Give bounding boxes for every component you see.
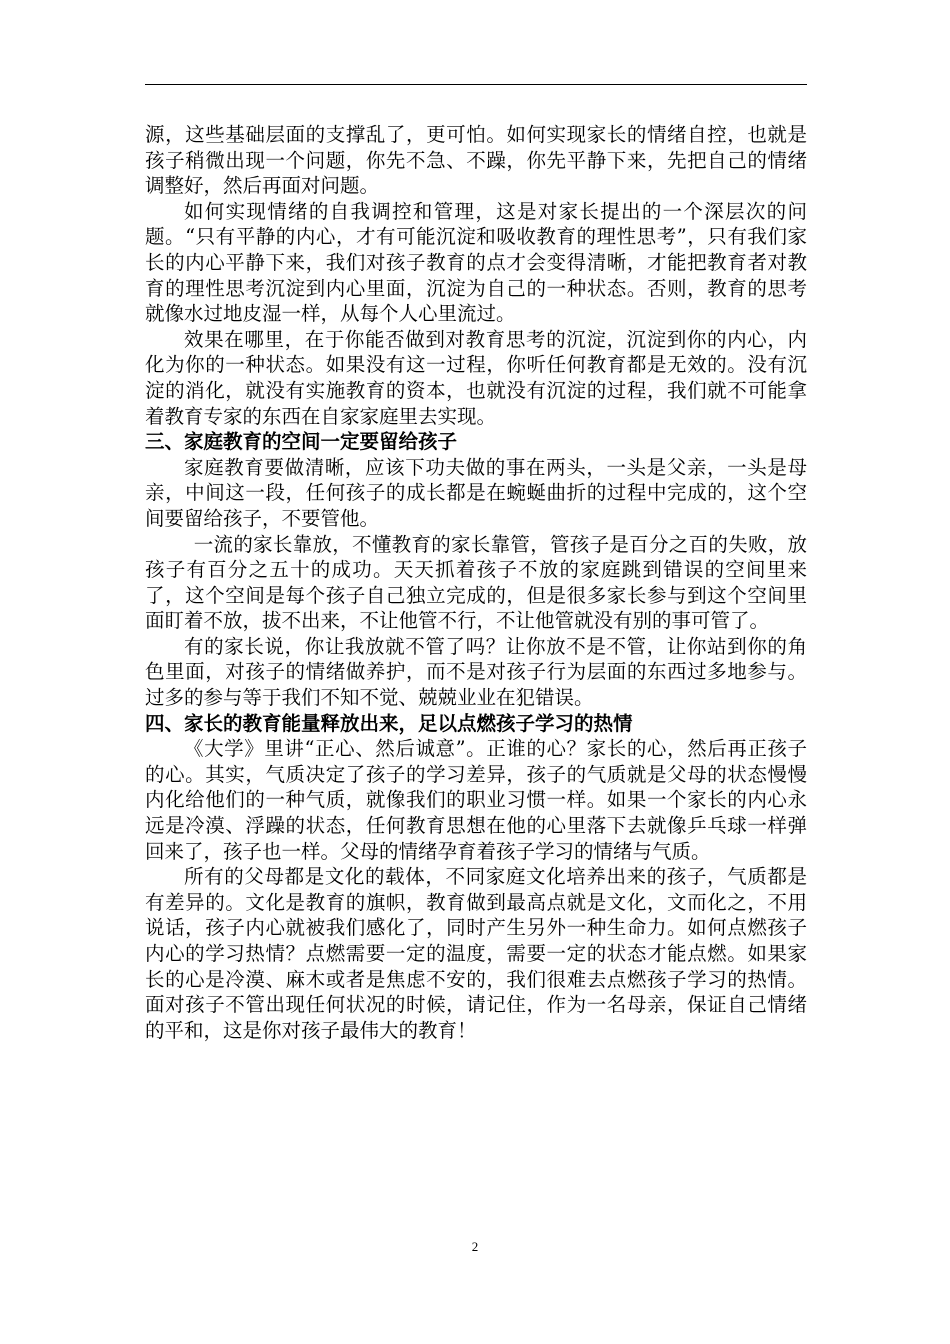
body-paragraph: 有的家长说，你让我放就不管了吗？让你放不是不管，让你站到你的角色里面，对孩子的情绪做养护，而不是对孩子行为层面的东西过多地参与。过多的参与等于我们不知不觉、兢兢业业在犯错误。 [145, 634, 807, 710]
header-rule [145, 84, 807, 85]
body-paragraph: 源，这些基础层面的支撑乱了，更可怕。如何实现家长的情绪自控，也就是孩子稍微出现一个问题，你先不急、不躁，你先平静下来，先把自己的情绪调整好，然后再面对问题。 [145, 123, 807, 198]
body-paragraph: 如何实现情绪的自我调控和管理，这是对家长提出的一个深层次的问题。“只有平静的内心，才有可能沉淀和吸收教育的理性思考”，只有我们家长的内心平静下来，我们对孩子教育的点才会变得清晰，才能把教育者对教育的理性思考沉淀到内心里面，沉淀为自己的一种状态。否则，教育的思考就像水过地皮湿一样，从每个人心里流过。 [145, 199, 807, 326]
body-paragraph: 《大学》里讲“正心、然后诚意”。正谁的心？家长的心，然后再正孩子的心。其实，气质决定了孩子的学习差异，孩子的气质就是父母的状态慢慢内化给他们的一种气质，就像我们的职业习惯一样。如果一个家长的内心永远是冷漠、浮躁的状态，任何教育思想在他的心里落下去就像乒乓球一样弹回来了，孩子也一样。父母的情绪孕育着孩子学习的情绪与气质。 [145, 737, 807, 863]
document-body [145, 122, 807, 1043]
body-paragraph: 一流的家长靠放，不懂教育的家长靠管，管孩子是百分之百的失败，放孩子有百分之五十的成功。天天抓着孩子不放的家庭跳到错误的空间里来了，这个空间是每个孩子自己独立完成的，但是很多家长参与到这个空间里面盯着不放，拔不出来，不让他管不行，不让他管就没有别的事可管了。 [145, 532, 807, 633]
body-paragraph: 效果在哪里，在于你能否做到对教育思考的沉淀，沉淀到你的内心，内化为你的一种状态。如果没有这一过程，你听任何教育都是无效的。没有沉淀的消化，就没有实施教育的资本，也就没有沉淀的过程，我们就不可能拿着教育专家的东西在自家家庭里去实现。 [145, 327, 807, 428]
section-heading: 三、家庭教育的空间一定要留给孩子 [145, 430, 458, 454]
page-number: 2 [471, 1239, 479, 1254]
body-paragraph: 所有的父母都是文化的载体，不同家庭文化培养出来的孩子，气质都是有差异的。文化是教育的旗帜，教育做到最高点就是文化，文而化之，不用说话，孩子内心就被我们感化了，同时产生另外一种生命力。如何点燃孩子内心的学习热情？点燃需要一定的温度，需要一定的状态才能点燃。如果家长的心是冷漠、麻木或者是焦虑不安的，我们很难去点燃孩子学习的热情。面对孩子不管出现任何状况的时候，请记住，作为一名母亲，保证自己情绪的平和，这是你对孩子最伟大的教育！ [145, 865, 807, 1042]
section-heading: 四、家长的教育能量释放出来，足以点燃孩子学习的热情 [145, 711, 633, 735]
body-paragraph: 家庭教育要做清晰，应该下功夫做的事在两头，一头是父亲，一头是母亲，中间这一段，任何孩子的成长都是在蜿蜒曲折的过程中完成的，这个空间要留给孩子，不要管他。 [145, 455, 807, 530]
